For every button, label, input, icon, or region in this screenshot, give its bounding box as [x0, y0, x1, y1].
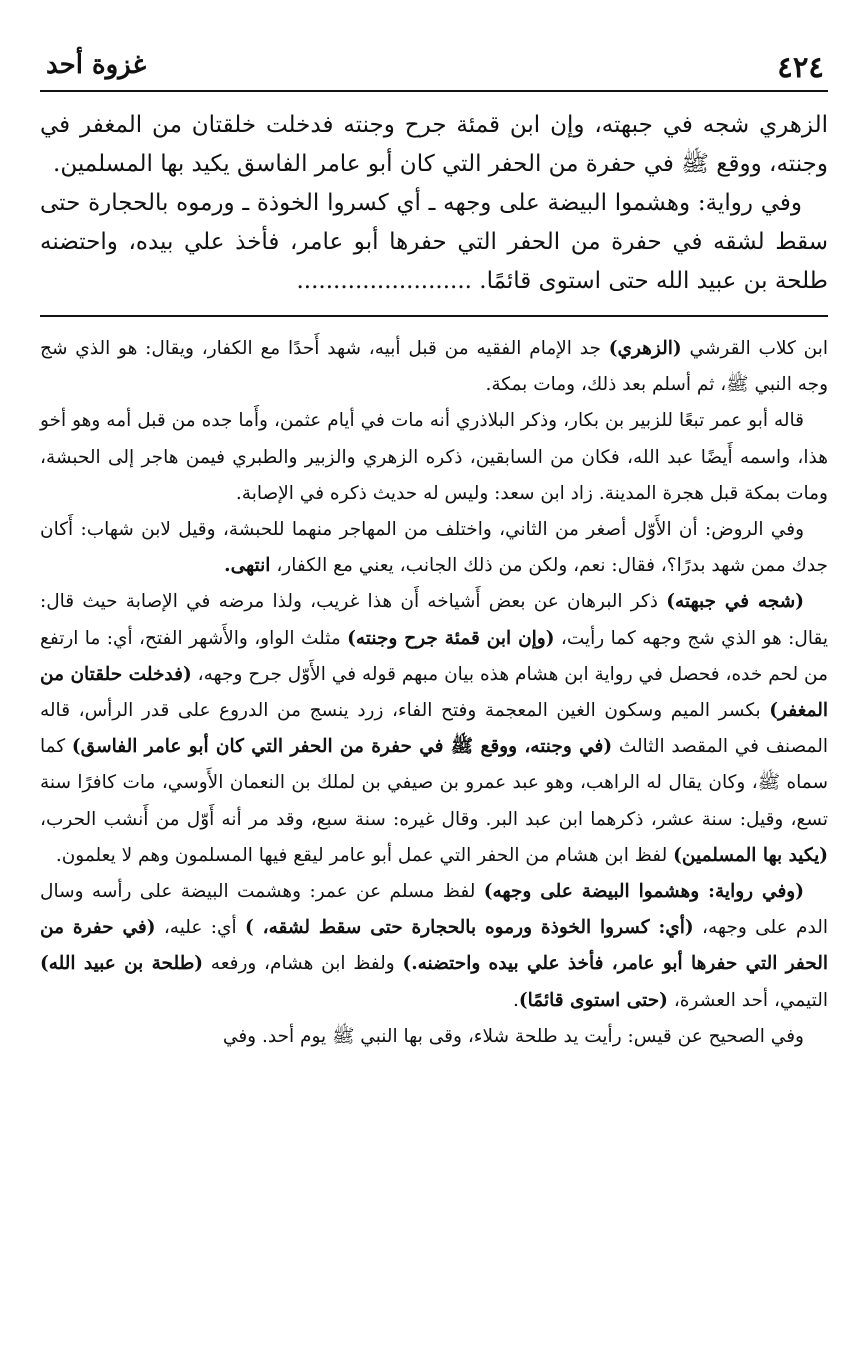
commentary-text-span: مثلث الواو، والأَشهر الفتح، أي: ما ارتفع من لحم خده، فحصل في رواية ابن هشام هذه بيان مبهم قوله في الأَوّل جرح وجهه،	[40, 627, 828, 685]
commentary-bold-span: (حتى استوى قائمًا)	[518, 989, 668, 1011]
commentary-bold-span: (يكيد بها المسلمين)	[673, 844, 828, 866]
commentary-divider	[40, 315, 828, 317]
page-number: ٤٢٤	[777, 50, 824, 84]
commentary-paragraph-2: قاله أبو عمر تبعًا للزبير بن بكار، وذكر البلاذري أنه مات في أيام عثمن، وأَما جده من قبل أمه وهو أخو هذا، واسمه أَيضًا عبد الله، فكان من السابقين، ذكره الزهري والزبير والطبري فيمن هاجر إلى الحبشة، ومات بمكة قبل هجرة المدينة. زاد ابن سعد: وليس له حديث ذكره في الإصابة.	[40, 410, 828, 504]
commentary-paragraph-1	[40, 331, 828, 403]
commentary-bold-span: (فدخلت حلقتان من المغفر)	[40, 663, 828, 722]
commentary-text-span: كما سماه ﷺ، وكان يقال له الراهب، وهو عبد عمرو بن صيفي بن لملك بن النعمان الأَوسي، مات كافرًا سنة تسع، وقيل: سنة عشر، ذكرهما ابن عبد البر. وقال غيره: سنة سبع، وقد مر أنه أَوّل من أَنشب الحرب،	[40, 736, 828, 830]
commentary-text-span: لفظ ابن هشام من الحفر التي عمل أبو عامر ليقع فيها المسلمون وهم لا يعلمون.	[55, 844, 674, 866]
commentary-text-span: ذكر البرهان عن بعض أَشياخه أَن هذا غريب، ولذا مرضه في الإصابة حيث قال: يقال: هو الذي شج وجهه كما رأيت،	[40, 591, 828, 649]
commentary-bold-span: (في وجنته، ووقع ﷺ في حفرة من الحفر التي كان أبو عامر الفاسق)	[71, 736, 613, 758]
main-paragraph-2: وفي رواية: وهشموا البيضة على وجهه ـ أي كسروا الخوذة ـ ورموه بالحجارة حتى سقط لشقه في حفرة من الحفر التي حفرها أبو عامر، فأخذ علي بيده، واحتضنه طلحة بن عبيد الله حتى استوى قائمًا. ........................	[40, 190, 828, 294]
commentary-bold-span: (شجه في جبهته)	[666, 591, 804, 613]
commentary-text-span: جد الإمام الفقيه من قبل أبيه، شهد أَحدًا مع الكفار، ويقال: هو الذي شج وجه النبي ﷺ، ثم أسلم بعد ذلك، ومات بمكة.	[40, 338, 828, 396]
commentary-text-span: التيمي، أحد العشرة،	[667, 989, 828, 1011]
commentary-text-span: أي: عليه،	[155, 917, 245, 939]
commentary-text-span: وفي الروض: أن الأَوّل أصغر من الثاني، واختلف من المهاجر منهما للحبشة، وقيل لابن شهاب: أَكان جدك ممن شهد بدرًا؟، فقال: نعم، ولكن من ذلك الجانب، يعني مع الكفار،	[40, 519, 828, 577]
commentary-text-span: ابن كلاب القرشي	[681, 338, 828, 359]
commentary-text-span: لفظ مسلم عن عمر: وهشمت البيضة على رأسه وسال الدم على وجهه،	[40, 881, 828, 939]
commentary-bold-span: (وإن ابن قمئة جرح وجنته)	[347, 627, 555, 649]
main-text	[40, 106, 828, 301]
commentary-text-span: .	[513, 989, 519, 1011]
commentary-bold-span: (أي: كسروا الخوذة ورموه بالحجارة حتى سقط لشقه، )	[244, 917, 694, 939]
commentary-paragraph-5	[40, 874, 828, 1019]
commentary-paragraph-6: وفي الصحيح عن قيس: رأيت يد طلحة شلاء، وقى بها النبي ﷺ يوم أحد. وفي	[222, 1025, 804, 1047]
header-divider	[40, 90, 828, 92]
commentary-bold-span: (وفي رواية: وهشموا البيضة على وجهه)	[483, 881, 804, 903]
commentary-text-span: بكسر الميم وسكون الغين المعجمة وفتح الفاء، زرد ينسج من الدروع على قدر الرأس، قاله المصنف في المقصد الثالث	[40, 700, 828, 758]
commentary-bold-span: (طلحة بن عبيد الله)	[40, 953, 204, 975]
commentary-bold-span: (في حفرة من الحفر التي حفرها أبو عامر، فأخذ علي بيده واحتضنه.)	[40, 917, 828, 975]
commentary-bold-span: انتهى.	[224, 555, 271, 577]
commentary-text-span: ولفظ ابن هشام، ورفعه	[203, 953, 403, 975]
commentary-paragraph-3	[40, 512, 828, 584]
commentary-paragraph-4	[40, 584, 828, 874]
commentary-text	[40, 331, 828, 1055]
chapter-title: غزوة أحد	[46, 50, 147, 80]
commentary-bold-span: (الزهري)	[608, 338, 682, 359]
main-paragraph-1: الزهري شجه في جبهته، وإن ابن قمئة جرح وجنته فدخلت خلقتان من المغفر في وجنته، ووقع ﷺ في حفرة من الحفر التي كان أبو عامر الفاسق يكيد بها المسلمين.	[40, 112, 828, 177]
page-header	[40, 44, 828, 90]
